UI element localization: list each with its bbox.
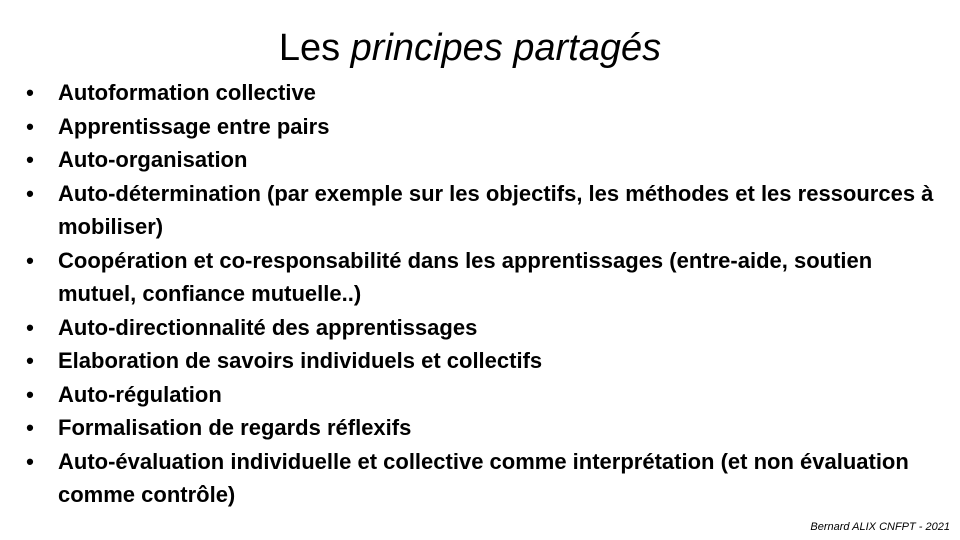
list-item-text: Auto-évaluation individuelle et collective comme interprétation (et non évaluation comme contrôle) — [58, 448, 909, 507]
list-item-text: Formalisation de regards réflexifs — [58, 415, 412, 440]
list-item — [20, 110, 940, 144]
bullet-icon: • — [26, 113, 34, 139]
footer-credit: Bernard ALIX CNFPT - 2021 — [810, 521, 950, 533]
list-item-text: Elaboration de savoirs individuels et collectifs — [58, 348, 543, 373]
title-italic: principes partagés — [350, 27, 662, 69]
list-item — [20, 311, 940, 345]
list-item — [20, 143, 940, 177]
list-item-text: Autoformation collective — [58, 80, 316, 105]
list-item — [20, 378, 940, 412]
list-item-text: Auto-régulation — [58, 381, 222, 407]
bullet-icon: • — [26, 381, 34, 407]
list-item — [20, 76, 940, 110]
list-item-text: Auto-directionnalité des apprentissages — [58, 314, 478, 340]
list-item — [20, 244, 940, 311]
bullet-icon: • — [26, 180, 34, 206]
list-item — [20, 177, 940, 244]
bullet-icon: • — [26, 147, 34, 172]
bullet-icon: • — [26, 80, 34, 105]
list-item-text: Auto-organisation — [58, 147, 248, 172]
list-item — [20, 344, 940, 378]
slide-title — [0, 22, 940, 74]
list-item — [20, 445, 940, 512]
list-item-text: Coopération et co-responsabilité dans les apprentissages (entre-aide, soutien mutuel, confiance mutuelle..) — [58, 247, 873, 306]
principles-list — [20, 76, 940, 512]
bullet-icon: • — [26, 348, 34, 373]
list-item-text: Apprentissage entre pairs — [58, 113, 330, 139]
list-item-text: Auto-détermination (par exemple sur les objectifs, les méthodes et les ressources à mobiliser) — [58, 180, 934, 239]
bullet-icon: • — [26, 415, 34, 440]
list-item — [20, 411, 940, 445]
bullet-icon: • — [26, 247, 34, 273]
title-plain: Les — [278, 27, 351, 69]
bullet-icon: • — [26, 314, 34, 340]
bullet-icon: • — [26, 448, 34, 474]
